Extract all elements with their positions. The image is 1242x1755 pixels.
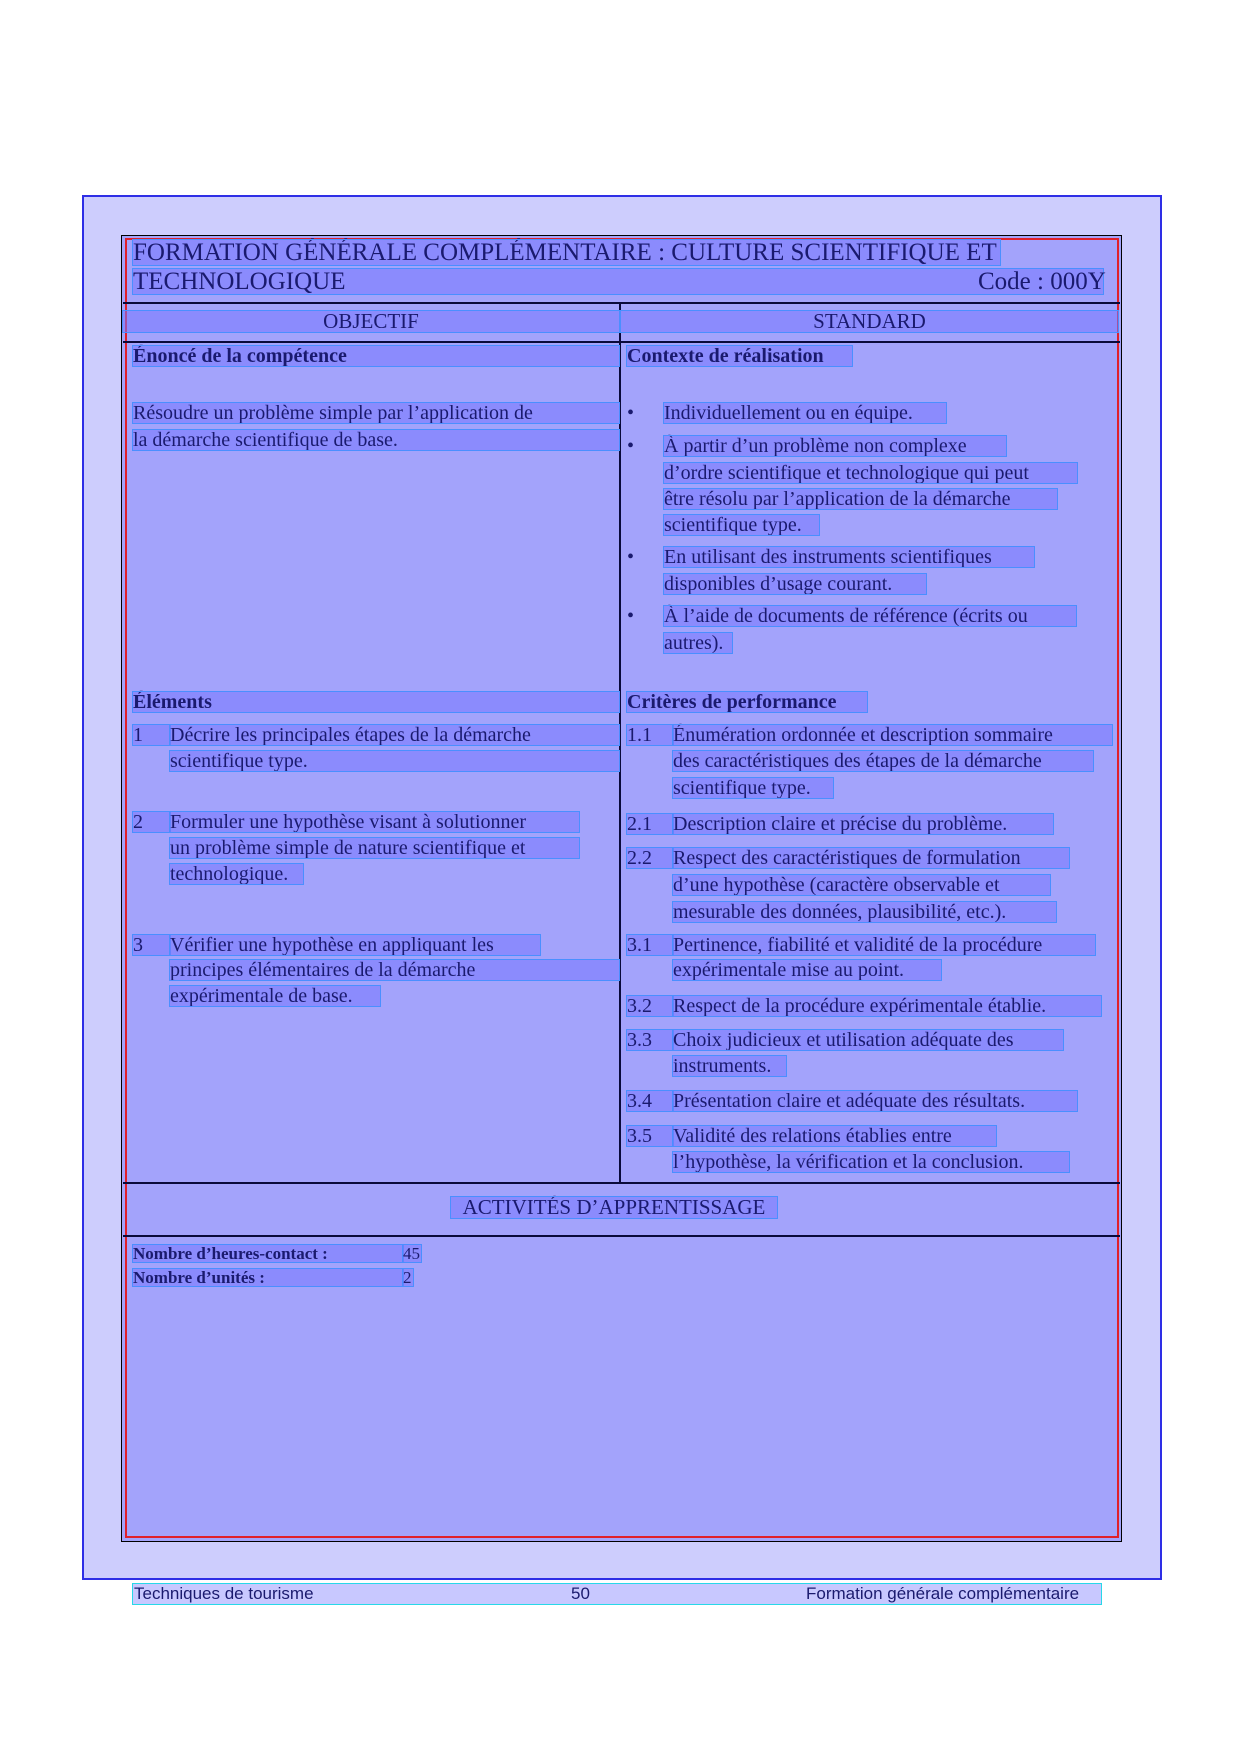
critere-3-5-line1: Validité des relations établies entre bbox=[673, 1126, 996, 1146]
heures-contact-label: Nombre d’heures-contact : bbox=[133, 1245, 403, 1262]
critere-3-3-line2: instruments. bbox=[673, 1056, 786, 1076]
element-2-line2: un problème simple de nature scientifique et bbox=[170, 838, 579, 858]
contexte-bullet: • bbox=[627, 605, 635, 627]
critere-3-1-line1: Pertinence, fiabilité et validité de la procédure bbox=[673, 935, 1095, 955]
element-3-line1: Vérifier une hypothèse en appliquant les bbox=[170, 935, 540, 955]
header-standard: STANDARD bbox=[621, 311, 1118, 332]
critere-3-1-number: 3.1 bbox=[627, 935, 673, 955]
enonce-text-line1: Résoudre un problème simple par l’application de bbox=[133, 403, 619, 423]
element-3-line2: principes élémentaires de la démarche bbox=[170, 960, 619, 980]
footer-program: Techniques de tourisme bbox=[134, 1584, 314, 1603]
element-2-line3: technologique. bbox=[170, 864, 303, 884]
critere-3-3-line1: Choix judicieux et utilisation adéquate des bbox=[673, 1030, 1063, 1050]
unites-value: 2 bbox=[403, 1268, 412, 1287]
critere-3-1-line2: expérimentale mise au point. bbox=[673, 960, 941, 980]
rule-table-body-bottom bbox=[123, 1182, 1120, 1184]
contexte-item-3-line2: disponibles d’usage courant. bbox=[664, 574, 926, 594]
contexte-label: Contexte de réalisation bbox=[627, 346, 852, 366]
contexte-bullet: • bbox=[627, 402, 635, 424]
rule-column-divider bbox=[619, 302, 621, 1182]
contexte-item-2-line4: scientifique type. bbox=[664, 515, 819, 535]
element-3-line3: expérimentale de base. bbox=[170, 986, 380, 1006]
course-code: Code : 000Y bbox=[978, 268, 1106, 295]
critere-2-1-line1: Description claire et précise du problème. bbox=[673, 814, 1053, 834]
enonce-text-line2: la démarche scientifique de base. bbox=[133, 430, 619, 450]
element-1-number: 1 bbox=[133, 725, 170, 745]
contexte-item-2-line1: À partir d’un problème non complexe bbox=[664, 436, 1006, 456]
critere-1-1-line1: Énumération ordonnée et description sommaire bbox=[673, 725, 1112, 745]
rule-header-bottom bbox=[123, 341, 1120, 343]
header-objectif: OBJECTIF bbox=[123, 311, 619, 332]
critere-3-4-line1: Présentation claire et adéquate des résultats. bbox=[673, 1091, 1077, 1111]
critere-3-5-number: 3.5 bbox=[627, 1126, 673, 1146]
element-2-line1: Formuler une hypothèse visant à solutionner bbox=[170, 812, 579, 832]
critere-3-2-line1: Respect de la procédure expérimentale établie. bbox=[673, 996, 1101, 1016]
critere-3-4-number: 3.4 bbox=[627, 1091, 673, 1111]
document-title-line1: FORMATION GÉNÉRALE COMPLÉMENTAIRE : CULTURE SCIENTIFIQUE ET bbox=[133, 240, 1000, 265]
elements-label: Éléments bbox=[133, 692, 619, 712]
critere-3-3-number: 3.3 bbox=[627, 1030, 673, 1050]
contexte-item-3-line1: En utilisant des instruments scientifiques bbox=[664, 547, 1034, 567]
element-3-number: 3 bbox=[133, 935, 170, 955]
contexte-bullet: • bbox=[627, 435, 635, 457]
contexte-item-4-line2: autres). bbox=[664, 633, 732, 653]
critere-1-1-number: 1.1 bbox=[627, 725, 673, 745]
critere-2-2-number: 2.2 bbox=[627, 848, 673, 868]
footer-section: Formation générale complémentaire bbox=[806, 1584, 1080, 1603]
critere-3-5-line2: l’hypothèse, la vérification et la conclusion. bbox=[673, 1152, 1069, 1172]
rule-title-bottom bbox=[123, 302, 1120, 304]
page-number: 50 bbox=[571, 1584, 590, 1603]
element-1-line1: Décrire les principales étapes de la démarche bbox=[170, 725, 619, 745]
enonce-label: Énoncé de la compétence bbox=[133, 346, 619, 366]
element-2-number: 2 bbox=[133, 812, 170, 832]
critere-2-1-number: 2.1 bbox=[627, 814, 673, 834]
critere-2-2-line3: mesurable des données, plausibilité, etc.). bbox=[673, 902, 1056, 922]
criteres-label: Critères de performance bbox=[627, 692, 867, 712]
heures-contact-value: 45 bbox=[403, 1244, 420, 1263]
critere-3-2-number: 3.2 bbox=[627, 996, 673, 1016]
critere-1-1-line2: des caractéristiques des étapes de la démarche bbox=[673, 751, 1093, 771]
contexte-item-4-line1: À l’aide de documents de référence (écrits ou bbox=[664, 606, 1076, 626]
contexte-item-2-line3: être résolu par l’application de la démarche bbox=[664, 489, 1057, 509]
document-title-line2: TECHNOLOGIQUE bbox=[133, 269, 1103, 294]
element-1-line2: scientifique type. bbox=[170, 751, 619, 771]
unites-label: Nombre d’unités : bbox=[133, 1269, 403, 1286]
critere-1-1-line3: scientifique type. bbox=[673, 778, 833, 798]
rule-activites-bottom bbox=[123, 1235, 1120, 1237]
critere-2-2-line2: d’une hypothèse (caractère observable et bbox=[673, 875, 1050, 895]
activites-heading: ACTIVITÉS D’APPRENTISSAGE bbox=[451, 1197, 777, 1218]
critere-2-2-line1: Respect des caractéristiques de formulation bbox=[673, 848, 1069, 868]
contexte-item-2-line2: d’ordre scientifique et technologique qui peut bbox=[664, 463, 1077, 483]
contexte-bullet: • bbox=[627, 546, 635, 568]
contexte-item-1: Individuellement ou en équipe. bbox=[664, 403, 946, 423]
